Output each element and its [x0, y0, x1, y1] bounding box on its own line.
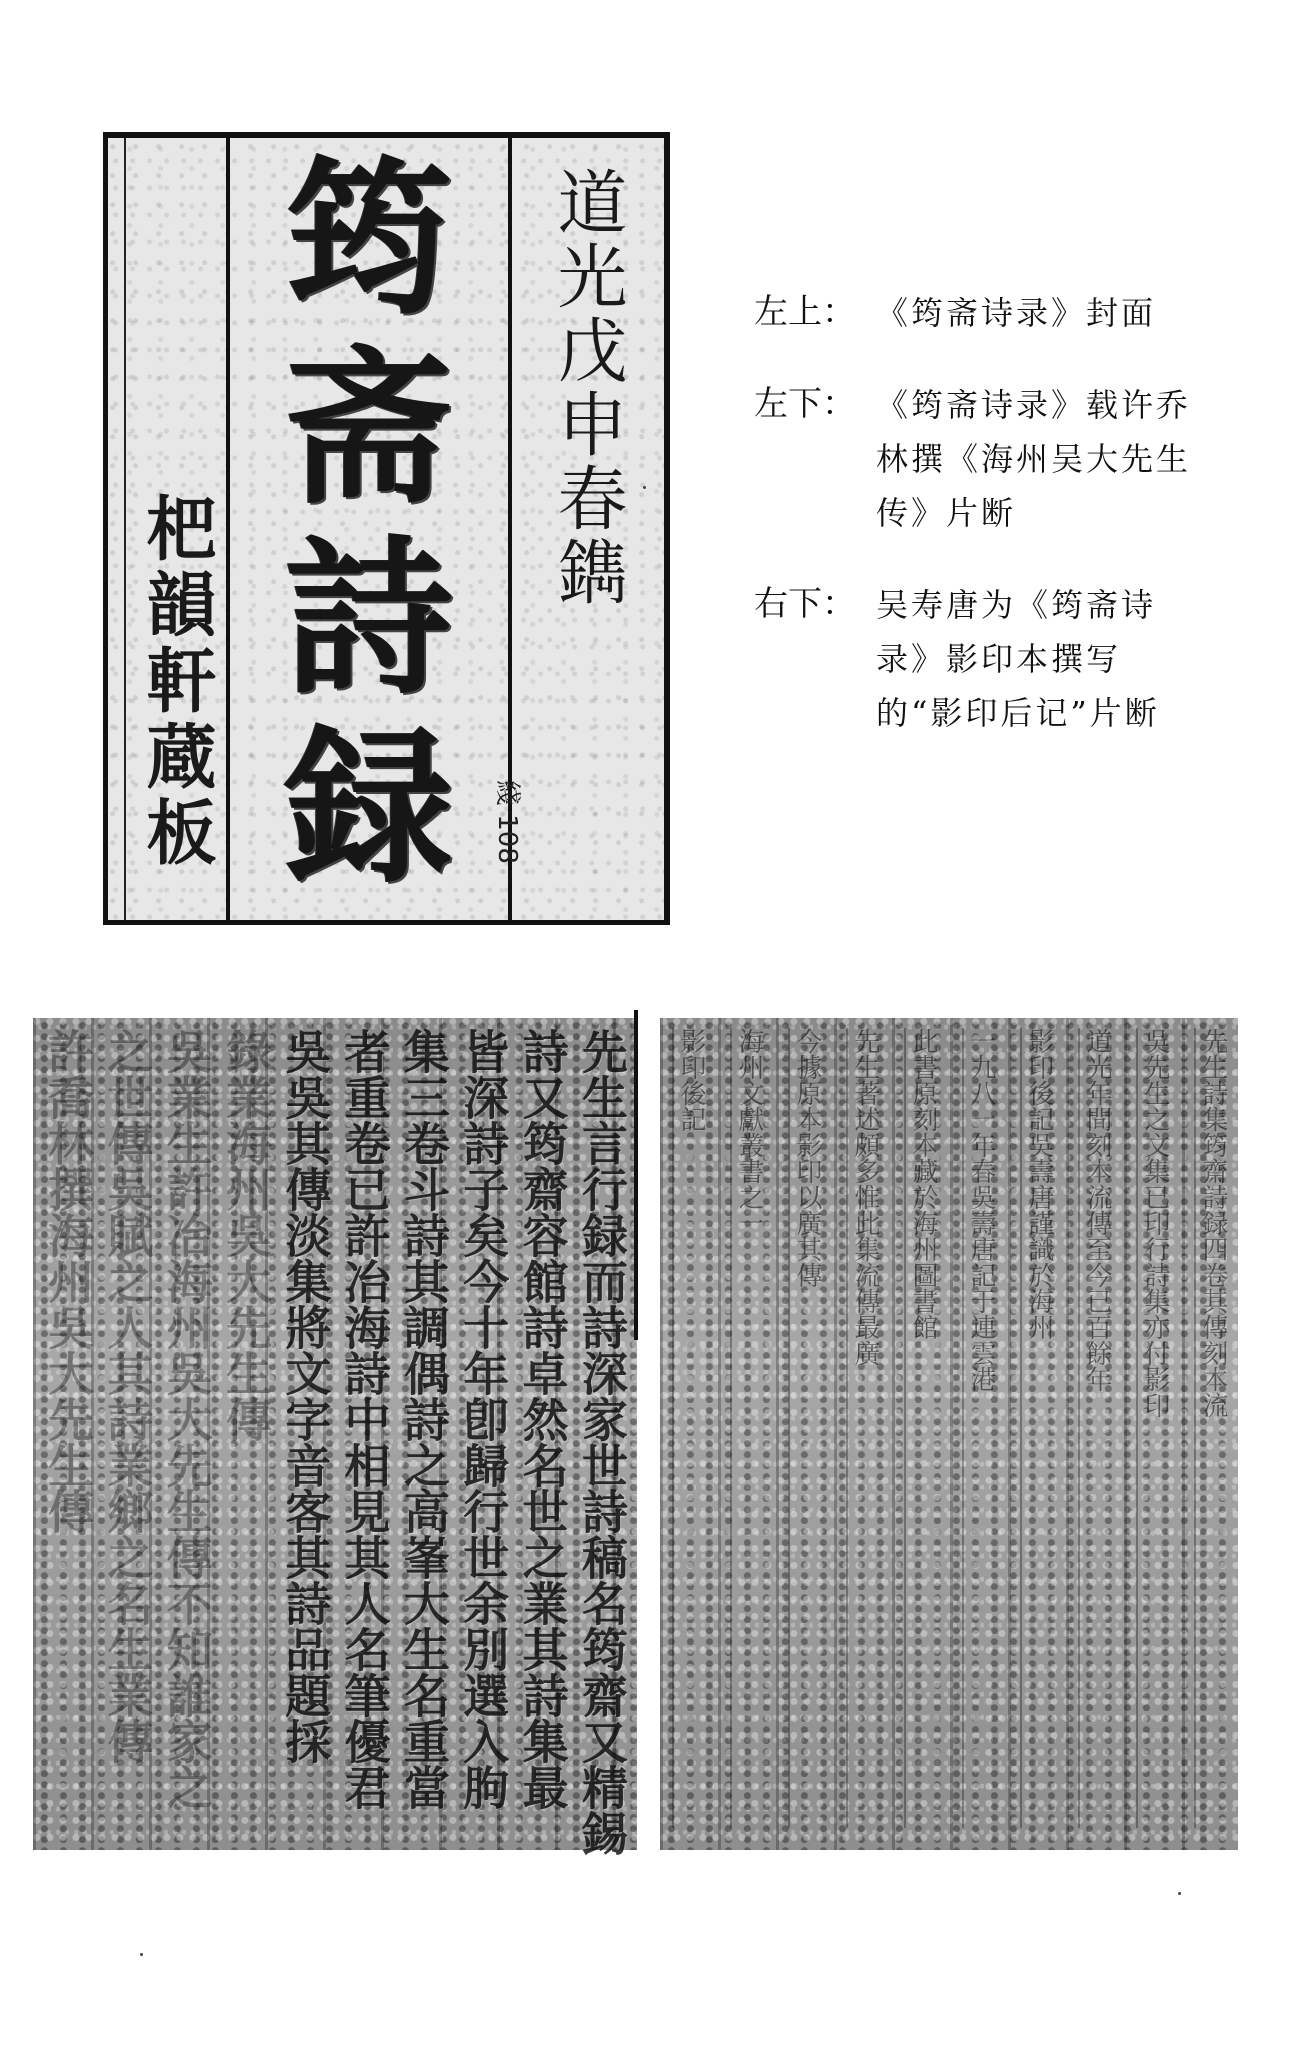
text-column: 吳吳其傳淡集將文字音客其詩品題採	[278, 1028, 333, 1764]
text-column: 海州文獻叢書之一	[730, 1028, 762, 1828]
text-column: 皆深詩子矣今十年卽歸行世余別選入朐	[456, 1028, 511, 1810]
text-column: 影印後記吳壽唐謹識於海州	[1020, 1028, 1052, 1828]
text-column: 詩又筠齋容館詩卓然名世之業其詩集最	[515, 1028, 570, 1810]
cover-date: 道光戊申春鐫	[546, 166, 628, 610]
text-column: 道光年間刻本流傳至今已百餘年	[1078, 1028, 1110, 1828]
caption-top-left	[754, 286, 1254, 340]
caption-text: 《筠斋诗录》封面	[876, 294, 1157, 332]
speck	[140, 1953, 143, 1956]
caption-text: 吴寿唐为《筠斋诗录》影印本撰写的“影印后记”片断	[876, 586, 1160, 732]
captions	[754, 286, 1254, 778]
text-column: 之世傳吳賦之人其詩業鄉之名生業傳	[100, 1028, 155, 1764]
text-column: 今據原本影印以廣其傳	[788, 1028, 820, 1828]
afterword-text-columns	[672, 1028, 1226, 1840]
text-column: 此書原刻本藏於海州圖書館	[904, 1028, 936, 1828]
text-column: 錄業海州吳大先生傳	[218, 1028, 273, 1442]
text-column: 者重卷已許冶海詩中相見其人名筆優君	[337, 1028, 392, 1810]
speck	[643, 486, 646, 489]
caption-text: 《筠斋诗录》载许乔林撰《海州吴大先生传》片断	[876, 386, 1192, 532]
biography-fragment-image	[33, 1018, 637, 1856]
text-column: 吳業生許冶海州吳大先生傳不知誰家之	[159, 1028, 214, 1810]
text-column: 吳先生之文集已印行詩集亦付影印	[1136, 1028, 1168, 1828]
text-column: 影印後記	[672, 1028, 704, 1828]
text-column: 先生詩集筠齋詩録四卷其傳刻本流	[1194, 1028, 1226, 1828]
caption-bottom-right	[754, 578, 1254, 740]
cover-title-char: 斋	[285, 329, 453, 528]
biography-text-columns	[41, 1028, 629, 1856]
text-column: 許喬林撰海州吳大先生傳	[41, 1028, 95, 1534]
text-column: 先生著述頗多惟此集流傳最廣	[846, 1028, 878, 1828]
cover-title-char: 詩	[285, 518, 453, 717]
catalog-mark: 綫 108	[492, 780, 522, 864]
cover-title-char: 筠	[285, 139, 453, 338]
caption-label: 左上：	[754, 292, 856, 332]
text-column: 一九八一年春吳壽唐記于連雲港	[962, 1028, 994, 1828]
caption-label: 左下：	[754, 384, 856, 424]
text-column: 先生言行録而詩深家世詩稿名筠齋又精錫	[574, 1028, 629, 1856]
cover-publisher: 杷韻軒蔵板	[135, 492, 218, 872]
page-fold-line	[634, 1010, 638, 1340]
cover-publisher-column	[126, 138, 226, 920]
afterword-fragment-image	[660, 1018, 1238, 1850]
speck	[1178, 1892, 1181, 1895]
caption-bottom-left	[754, 378, 1254, 540]
cover-title-char: 録	[285, 708, 453, 907]
cover-image	[103, 132, 670, 925]
caption-label: 右下：	[754, 584, 856, 624]
cover-title-column	[230, 138, 508, 920]
text-column: 集三卷斗詩其調偶詩之高峯大生名重當	[396, 1028, 451, 1810]
cover-date-column	[512, 138, 662, 920]
